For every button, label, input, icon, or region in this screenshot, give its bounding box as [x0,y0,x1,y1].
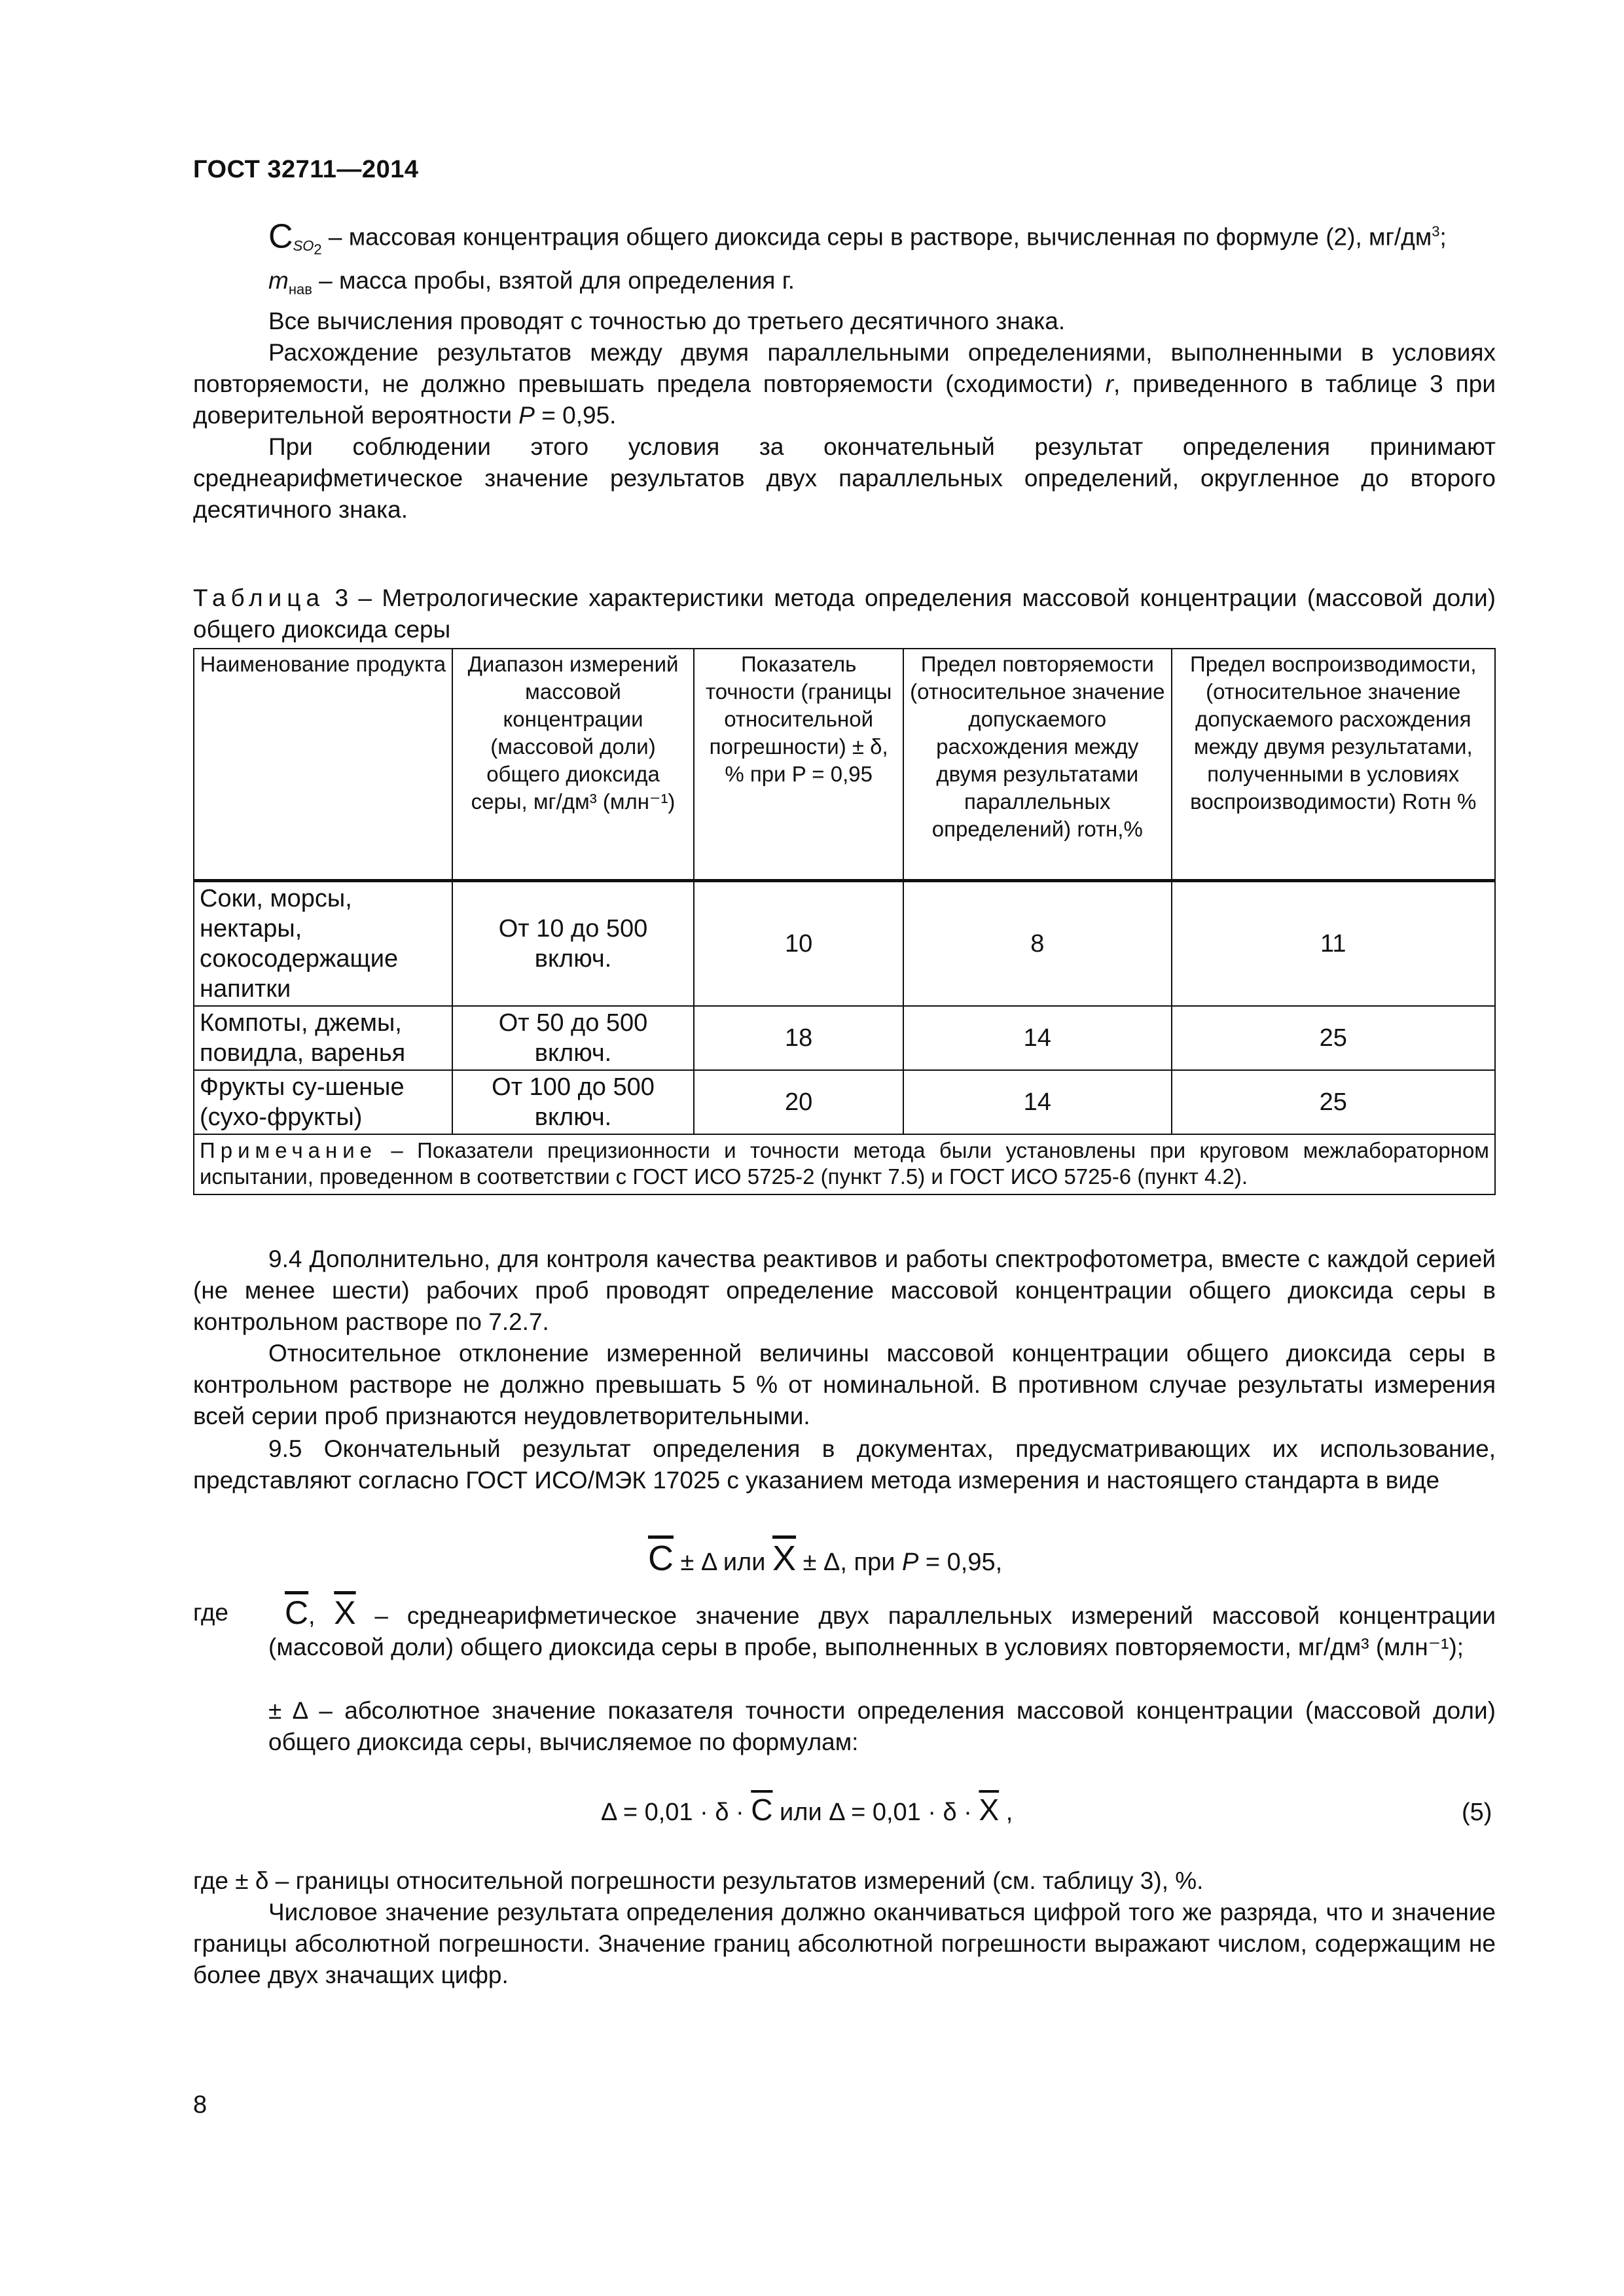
formula-pm-2: ± Δ, при [796,1549,902,1576]
f5-mid: или Δ = 0,01 · δ · [772,1799,979,1826]
c-subscript: SO [293,237,314,254]
document-header: ГОСТ 32711—2014 [193,156,419,183]
cell-range: От 10 до 500 включ. [452,881,695,1007]
cell-delta: 10 [694,881,903,1007]
cx-sep: , [308,1602,334,1629]
note-text: – Показатели прецизионности и точности метода были установлены при круговом межлабораторном испытании, проведенном в соответствии с ГОСТ ИСО 5725-2 (пункт 7.5) и ГОСТ ИСО 5725-6 (пункт 4.2). [200,1138,1489,1189]
cell-R: 25 [1172,1070,1495,1134]
section-9-4 [193,1244,1496,1432]
header-accuracy: Показатель точности (границы относительной погрешности) ± δ, % при P = 0,95 [694,649,903,881]
section-9-4-p1: 9.4 Дополнительно, для контроля качества реактивов и работы спектрофотометра, вместе с каждой серией (не менее шести) рабочих проб проводят определение массовой концентрации общего диоксида серы в контрольном растворе по 7.2.7. [193,1246,1496,1335]
table-caption-label: Таблица [193,584,325,611]
m-subscript: нав [288,281,312,298]
final-paragraph: Числовое значение результата определения должно оканчиваться цифрой того же разряда, что и значение границы абсолютной погрешности. Значение границ абсолютной погрешности выражают числом, содержащим не более двух значащих цифр. [193,1899,1496,1988]
header-range: Диапазон измерений массовой концентрации (массовой доли) общего диоксида серы, мг/дм³ (млн⁻¹) [452,649,695,881]
result-formula [648,1538,1002,1579]
r-symbol: r [1105,370,1113,397]
m-definition-text: – масса пробы, взятой для определения г. [312,267,795,295]
delta-definition: ± Δ – абсолютное значение показателя точности определения массовой концентрации (массовой доли) общего диоксида серы, вычисляемое по формулам: [268,1697,1496,1755]
c-tail: ; [1439,223,1447,251]
table-caption-text: 3 – Метрологические характеристики метода определения массовой концентрации (массовой доли) общего диоксида серы [193,584,1496,643]
cell-product: Компоты, джемы, повидла, варенья [194,1006,452,1070]
cell-delta: 20 [694,1070,903,1134]
c-definition [193,216,1496,265]
formula-tail: = 0,95, [918,1549,1003,1576]
cell-R: 25 [1172,1006,1495,1070]
cell-R: 11 [1172,881,1495,1007]
table-row [194,881,1495,1007]
cell-delta: 18 [694,1006,903,1070]
cell-product: Фрукты су-шеные (сухо-фрукты) [194,1070,452,1134]
c-mean-symbol: $\overline{C}$ [648,1539,674,1578]
table-caption [193,583,1496,645]
section-9-5-p1: 9.5 Окончательный результат определения в документах, предусматривающих их использование, представляют согласно ГОСТ ИСО/МЭК 17025 с указанием метода измерения и настоящего стандарта в виде [193,1435,1496,1494]
section-9-5 [193,1433,1496,1496]
c-mean-def: $\overline{C}$ [285,1594,309,1631]
table-row [194,1070,1495,1134]
table-header-row [194,649,1495,881]
table-note [194,1134,1495,1194]
f5-x: $\overline{X}$ [979,1793,1000,1827]
section-9-4-p2: Относительное отклонение измеренной величины массовой концентрации общего диоксида серы в контрольном растворе не должно превышать 5 % от номинальной. В противном случае результаты измерения всей серии проб признаются неудовлетворительными. [193,1340,1496,1429]
table-row [194,1006,1495,1070]
f5-left: Δ = 0,01 · δ · [601,1799,751,1826]
header-repeatability: Предел повторяемости (относительное значение допускаемого расхождения между двумя результатами параллельных определений) rотн,% [903,649,1171,881]
f5-c: $\overline{C}$ [751,1793,773,1827]
f5-tail: , [999,1799,1013,1826]
c-sup: 3 [1432,223,1440,240]
cell-product: Соки, морсы, нектары, сокосодержащие напитки [194,881,452,1007]
repeatability-text-c: = 0,95. [534,401,617,429]
page-number: 8 [193,2091,208,2119]
cell-r: 14 [903,1070,1171,1134]
m-definition [193,265,1496,305]
m-symbol: m [268,267,289,295]
table-note-row [194,1134,1495,1194]
c-definition-text: – массовая концентрация общего диоксида серы в растворе, вычисленная по формуле (2), мг/дм [321,223,1432,251]
c-subscript-2: 2 [314,241,322,258]
x-mean-symbol: $\overline{X}$ [772,1539,797,1578]
metrology-table [193,648,1496,1195]
p-symbol: P [518,401,535,429]
repeatability-text-b: , приведенного в таблице 3 при доверительной вероятности [193,370,1496,429]
cell-r: 8 [903,881,1171,1007]
formula-5-number: (5) [1462,1799,1492,1826]
header-reproducibility: Предел воспроизводимости, (относительное значение допускаемого расхождения между двумя результатами, полученными в условиях воспроизводимости) Rотн % [1172,649,1495,881]
delta-def: где ± δ – границы относительной погрешности результатов измерений (см. таблицу 3), %. [193,1867,1204,1894]
formula-p: P [902,1549,919,1576]
formula-pm-1: ± Δ или [674,1549,772,1576]
formula-5 [601,1792,1013,1827]
repeatability-text-a: Расхождение результатов между двумя параллельными определениями, выполненными в условиях повторяемости, не должно превышать предела повторяемости (сходимости) [193,338,1496,397]
cell-r: 14 [903,1006,1171,1070]
x-mean-def: $\overline{X}$ [334,1594,356,1631]
paragraph-repeatability [193,337,1496,431]
c-symbol: C [268,217,293,256]
where-label: где [193,1599,229,1626]
paragraph-final-result: При соблюдении этого условия за окончательный результат определения принимают среднеарифметическое значение результатов двух параллельных определений, округленное до второго десятичного знака. [193,433,1496,523]
paragraph-calc-precision: Все вычисления проводят с точностью до третьего десятичного знака. [268,307,1066,334]
header-product: Наименование продукта [194,649,452,881]
cell-range: От 50 до 500 включ. [452,1006,695,1070]
final-section [193,1865,1496,1991]
cx-definition [268,1594,1496,1663]
cx-text: – среднеарифметическое значение двух параллельных измерений массовой концентрации (массовой доли) общего диоксида серы в пробе, выполненных в условиях повторяемости, мг/дм³ (млн⁻¹); [268,1602,1496,1660]
note-label: Примечание [200,1138,378,1162]
intro-section [193,216,1496,526]
cell-range: От 100 до 500 включ. [452,1070,695,1134]
